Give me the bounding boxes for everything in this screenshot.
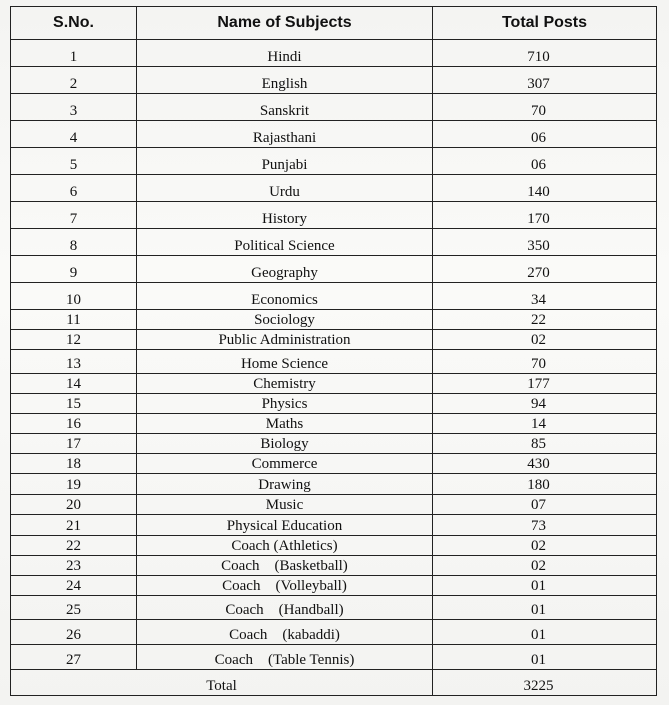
cell-subject: Rajasthani (137, 121, 433, 148)
cell-sno: 15 (11, 394, 137, 414)
cell-subject: Coach (Table Tennis) (137, 645, 433, 670)
cell-posts: 177 (433, 374, 657, 394)
cell-sno: 13 (11, 350, 137, 374)
table-row (11, 645, 657, 670)
cell-sno: 3 (11, 94, 137, 121)
table-body (11, 40, 657, 670)
cell-subject: Home Science (137, 350, 433, 374)
table-row (11, 374, 657, 394)
cell-subject: Punjabi (137, 148, 433, 175)
cell-subject: Coach (Volleyball) (137, 576, 433, 596)
cell-sno: 26 (11, 620, 137, 645)
table-row (11, 536, 657, 556)
posts-table (10, 6, 657, 696)
table-row (11, 556, 657, 576)
cell-subject: Physics (137, 394, 433, 414)
cell-sno: 7 (11, 202, 137, 229)
cell-sno: 9 (11, 256, 137, 283)
cell-subject: Coach (Athletics) (137, 536, 433, 556)
cell-sno: 23 (11, 556, 137, 576)
cell-subject: English (137, 67, 433, 94)
total-row (11, 670, 657, 696)
table-row (11, 350, 657, 374)
cell-sno: 19 (11, 474, 137, 495)
cell-posts: 350 (433, 229, 657, 256)
cell-posts: 180 (433, 474, 657, 495)
cell-posts: 01 (433, 620, 657, 645)
cell-posts: 85 (433, 434, 657, 454)
cell-sno: 14 (11, 374, 137, 394)
cell-posts: 06 (433, 121, 657, 148)
cell-sno: 16 (11, 414, 137, 434)
table-row (11, 414, 657, 434)
cell-subject: Geography (137, 256, 433, 283)
table-row (11, 175, 657, 202)
cell-sno: 4 (11, 121, 137, 148)
cell-sno: 25 (11, 596, 137, 620)
table-row (11, 596, 657, 620)
cell-subject: Coach (Handball) (137, 596, 433, 620)
table-row (11, 148, 657, 175)
cell-subject: Economics (137, 283, 433, 310)
cell-sno: 2 (11, 67, 137, 94)
table-row (11, 121, 657, 148)
cell-subject: Coach (kabaddi) (137, 620, 433, 645)
table-row (11, 620, 657, 645)
cell-posts: 140 (433, 175, 657, 202)
cell-posts: 02 (433, 330, 657, 350)
total-posts: 3225 (433, 670, 657, 696)
cell-posts: 94 (433, 394, 657, 414)
table-row (11, 202, 657, 229)
cell-posts: 07 (433, 495, 657, 515)
header-subject: Name of Subjects (137, 7, 433, 40)
cell-subject: Drawing (137, 474, 433, 495)
total-label: Total (11, 670, 433, 696)
table-row (11, 394, 657, 414)
cell-subject: Political Science (137, 229, 433, 256)
table-row (11, 474, 657, 495)
cell-posts: 170 (433, 202, 657, 229)
cell-posts: 430 (433, 454, 657, 474)
cell-sno: 10 (11, 283, 137, 310)
table-row (11, 283, 657, 310)
cell-posts: 02 (433, 556, 657, 576)
cell-subject: Music (137, 495, 433, 515)
cell-subject: Maths (137, 414, 433, 434)
table-row (11, 40, 657, 67)
cell-subject: Public Administration (137, 330, 433, 350)
table-row (11, 495, 657, 515)
cell-posts: 02 (433, 536, 657, 556)
cell-posts: 14 (433, 414, 657, 434)
cell-posts: 70 (433, 94, 657, 121)
table-row (11, 67, 657, 94)
cell-subject: Sanskrit (137, 94, 433, 121)
table-row (11, 454, 657, 474)
table-row (11, 576, 657, 596)
cell-subject: Commerce (137, 454, 433, 474)
cell-posts: 01 (433, 576, 657, 596)
cell-sno: 8 (11, 229, 137, 256)
table-row (11, 330, 657, 350)
cell-posts: 307 (433, 67, 657, 94)
cell-sno: 21 (11, 515, 137, 536)
table-row (11, 515, 657, 536)
cell-sno: 12 (11, 330, 137, 350)
table-header-row (11, 7, 657, 40)
header-posts: Total Posts (433, 7, 657, 40)
cell-subject: Physical Education (137, 515, 433, 536)
table-row (11, 256, 657, 283)
table-row (11, 229, 657, 256)
cell-posts: 70 (433, 350, 657, 374)
cell-sno: 6 (11, 175, 137, 202)
cell-posts: 01 (433, 645, 657, 670)
cell-posts: 34 (433, 283, 657, 310)
cell-sno: 17 (11, 434, 137, 454)
cell-posts: 06 (433, 148, 657, 175)
cell-subject: History (137, 202, 433, 229)
cell-subject: Coach (Basketball) (137, 556, 433, 576)
cell-sno: 5 (11, 148, 137, 175)
cell-sno: 18 (11, 454, 137, 474)
cell-posts: 710 (433, 40, 657, 67)
cell-posts: 22 (433, 310, 657, 330)
cell-subject: Hindi (137, 40, 433, 67)
cell-sno: 22 (11, 536, 137, 556)
cell-posts: 73 (433, 515, 657, 536)
cell-sno: 27 (11, 645, 137, 670)
cell-subject: Urdu (137, 175, 433, 202)
cell-subject: Sociology (137, 310, 433, 330)
table-row (11, 434, 657, 454)
cell-posts: 01 (433, 596, 657, 620)
cell-subject: Biology (137, 434, 433, 454)
cell-subject: Chemistry (137, 374, 433, 394)
cell-sno: 24 (11, 576, 137, 596)
cell-sno: 1 (11, 40, 137, 67)
table-row (11, 310, 657, 330)
header-sno: S.No. (11, 7, 137, 40)
table-row (11, 94, 657, 121)
cell-posts: 270 (433, 256, 657, 283)
cell-sno: 11 (11, 310, 137, 330)
cell-sno: 20 (11, 495, 137, 515)
